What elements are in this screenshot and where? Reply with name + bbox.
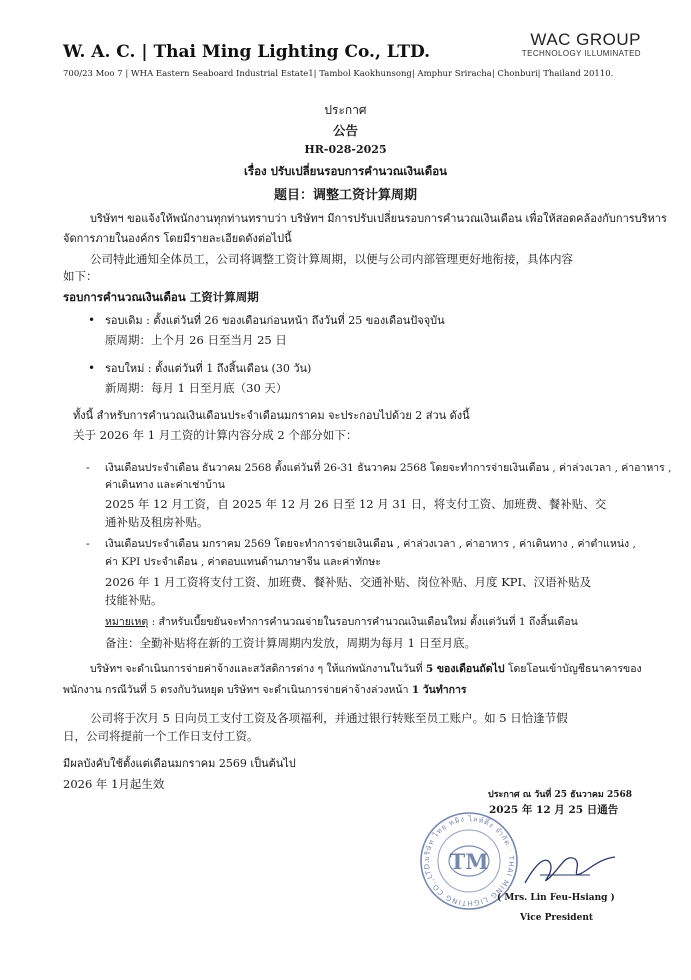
- notice-title-th: ประกาศ: [324, 103, 367, 117]
- wac-group-logo: WAC GROUP: [530, 30, 641, 49]
- note-text-th: : สำหรับเบี้ยขยันจะทำการคำนวณจ่ายในรอบการคำนวณเงินเดือนใหม่ ตั้งแต่วันที่ 1 ถึงสิ้นเดือน: [148, 616, 578, 628]
- sign-date-th: ประกาศ ณ วันที่ 25 ธันวาคม 2568: [488, 790, 633, 800]
- payment-th-line2-a: พนักงาน กรณีวันที่ 5 ตรงกับวันหยุด บริษัทฯ จะดำเนินการจ่ายค่าจ้างล่วงหน้า: [63, 684, 412, 696]
- old-cycle-th: รอบเดิม : ตั้งแต่วันที่ 26 ของเดือนก่อนหน้า ถึงวันที่ 25 ของเดือนปัจจุบัน: [105, 314, 445, 327]
- svg-text:TM: TM: [449, 849, 489, 874]
- payment-th-line1-a: บริษัทฯ จะดำเนินการจ่ายค่าจ้างและสวัสดิการต่าง ๆ ให้แก่พนักงานในวันที่: [90, 663, 426, 675]
- note-cn: 备注：全勤补贴将在新的工资计算周期内发放，周期为每月 1 日至月底。: [105, 636, 477, 650]
- subject-cn: 题目：调整工资计算周期: [273, 188, 417, 203]
- bullet-old: •: [88, 313, 96, 327]
- sign-date-cn: 2025 年 12 月 25 日通告: [489, 804, 619, 816]
- payment-th-line1-c: โดยโอนเข้าบัญชีธนาคารของ: [504, 663, 642, 675]
- payment-th-line1: [90, 662, 642, 676]
- part1-cn-line1: 2025 年 12 月工资，自 2025 年 12 月 26 日至 12 月 31 日，将支付工资、加班费、餐补贴、交: [105, 497, 607, 511]
- intro-th-line2: จัดการภายในองค์กร โดยมีรายละเอียดดังต่อไปนี้: [63, 232, 292, 245]
- part2-th-line2: ค่า KPI ประจำเดือน , ค่าตอบแทนด้านภาษาจีน และค่าทักษะ: [105, 556, 381, 568]
- dash-2: -: [86, 537, 90, 550]
- note-th: [105, 615, 578, 629]
- notice-title-cn: 公告: [332, 123, 358, 138]
- bullet-new: •: [88, 361, 96, 375]
- note-label: หมายเหตุ: [105, 616, 149, 628]
- part1-th-line1: เงินเดือนประจำเดือน ธันวาคม 2568 ตั้งแต่วันที่ 26-31 ธันวาคม 2568 โดยจะทำการจ่ายเงินเดือน , ค่าล่วงเวลา , ค่าอาหาร ,: [105, 462, 672, 474]
- new-cycle-th: รอบใหม่ : ตั้งแต่วันที่ 1 ถึงสิ้นเดือน (30 วัน): [105, 362, 312, 375]
- effective-th: มีผลบังคับใช้ตั้งแต่เดือนมกราคม 2569 เป็นต้นไป: [63, 757, 296, 770]
- svg-text:บริษัท ไทย หมิง ไลท์ติ้ง จำกัด: บริษัท ไทย หมิง ไลท์ติ้ง จำกัด · THAI MING LIGHTING CO.,LTD.: [422, 814, 516, 908]
- intro-cn-line2: 如下：: [63, 269, 98, 283]
- dash-1: -: [86, 461, 90, 474]
- cycle-heading-th: รอบการคำนวณเงินเดือน: [63, 290, 186, 304]
- payment-th-line1-b: 5 ของเดือนถัดไป: [425, 663, 505, 675]
- payment-cn-line2: 日，公司将提前一个工作日支付工资。: [63, 729, 259, 743]
- january-th: ทั้งนี้ สำหรับการคำนวณเงินเดือนประจำเดือนมกราคม จะประกอบไปด้วย 2 ส่วน ดังนี้: [73, 409, 470, 422]
- intro-cn-line1: 公司特此通知全体员工，公司将调整工资计算周期，以便与公司内部管理更好地衔接，具体内容: [90, 252, 573, 266]
- signer-position: Vice President: [520, 913, 594, 923]
- new-cycle-cn: 新周期：每月 1 日至月底（30 天）: [105, 381, 288, 395]
- old-cycle-cn: 原周期：上个月 26 日至当月 25 日: [105, 333, 287, 347]
- company-name: W. A. C. | Thai Ming Lighting Co., LTD.: [63, 42, 431, 62]
- signer-name: ( Mrs. Lin Feu-Hsiang ): [497, 893, 615, 903]
- part2-cn-line2: 技能补贴。: [105, 593, 163, 607]
- intro-th-line1: บริษัทฯ ขอแจ้งให้พนักงานทุกท่านทราบว่า บริษัทฯ มีการปรับเปลี่ยนรอบการคำนวณเงินเดือน เพื่อให้สอดคล้องกับการบริหาร: [90, 212, 667, 225]
- part2-cn-line1: 2026 年 1 月工资将支付工资、加班费、餐补贴、交通补贴、岗位补贴、月度 KPI、汉语补贴及: [105, 575, 592, 589]
- effective-cn: 2026 年 1月起生效: [63, 777, 165, 791]
- subject-th: เรื่อง ปรับเปลี่ยนรอบการคำนวณเงินเดือน: [244, 164, 447, 178]
- notice-number: HR-028-2025: [304, 143, 387, 156]
- company-address: 700/23 Moo 7 | WHA Eastern Seaboard Industrial Estate1| Tambol Kaokhunsong| Amphur Sriracha| Chonburi| Thailand 20110.: [63, 69, 614, 79]
- part1-th-line2: ค่าเดินทาง และค่าเช่าบ้าน: [105, 479, 225, 491]
- cycle-heading-cn: 工资计算周期: [189, 290, 259, 304]
- part2-th-line1: เงินเดือนประจำเดือน มกราคม 2569 โดยจะทำการจ่ายเงินเดือน , ค่าล่วงเวลา , ค่าอาหาร , ค่าเดินทาง , ค่าตำแหน่ง ,: [105, 538, 636, 550]
- handwritten-signature: [520, 845, 620, 899]
- payment-th-line2-b: 1 วันทำการ: [411, 684, 467, 696]
- cycle-heading: [63, 289, 259, 307]
- january-cn: 关于 2026 年 1 月工资的计算内容分成 2 个部分如下：: [73, 428, 358, 442]
- payment-cn-line1: 公司将于次月 5 日向员工支付工资及各项福利，并通过银行转账至员工账户。如 5 日恰逢节假: [90, 711, 568, 725]
- wac-group-tagline: TECHNOLOGY ILLUMINATED: [521, 49, 641, 58]
- part1-cn-line2: 通补贴及租房补贴。: [105, 515, 209, 529]
- payment-th-line2: [63, 683, 467, 697]
